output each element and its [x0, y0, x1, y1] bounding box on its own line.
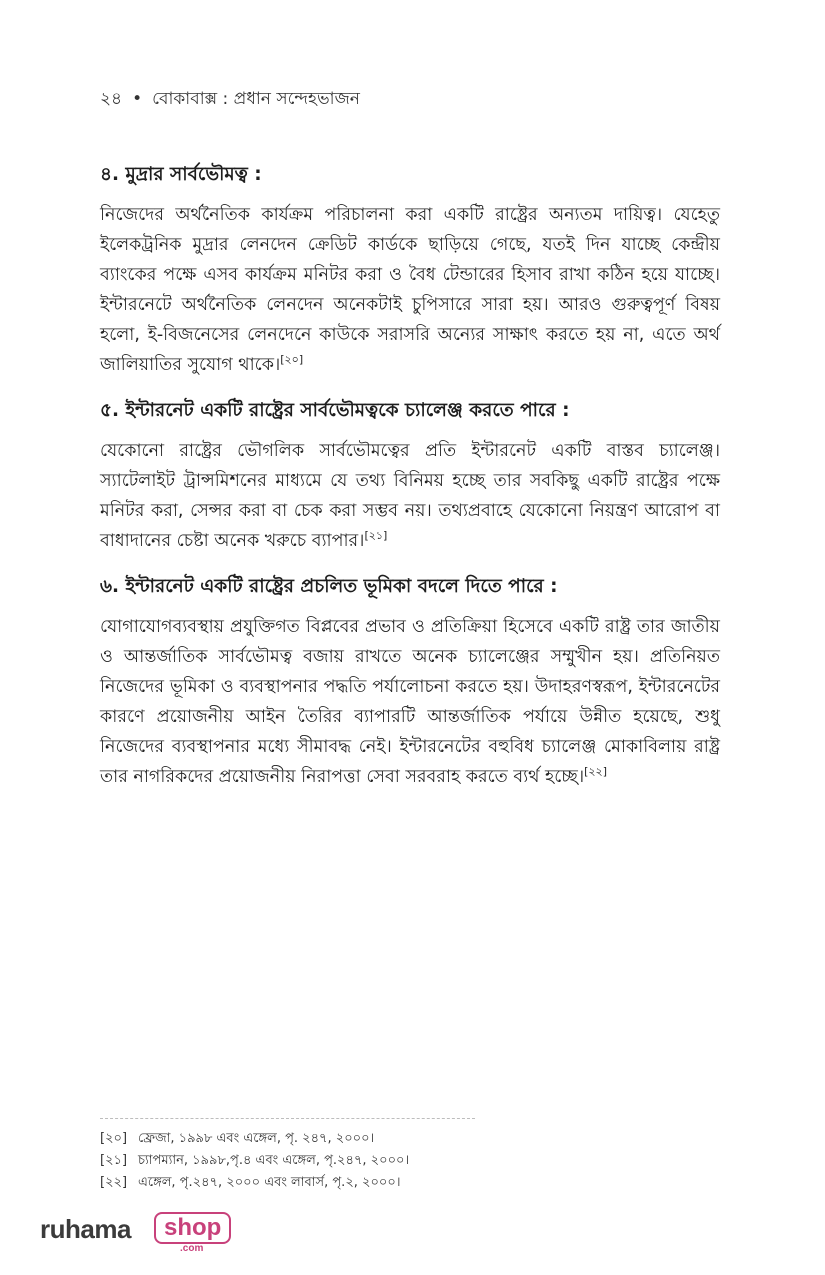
footnote-text: চ্যাপম্যান, ১৯৯৮,পৃ.৪ এবং এঙ্গেল, পৃ.২৪৭, ২০০০।: [138, 1153, 410, 1168]
footnote-item: [100, 1172, 700, 1194]
section-heading: ৪. মুদ্রার সার্বভৌমত্ব :: [100, 164, 262, 185]
footnote-number: [২১]: [100, 1153, 128, 1168]
paragraph-text: যেকোনো রাষ্ট্রের ভৌগলিক সার্বভৌমত্বের প্রতি ইন্টারনেট একটি বাস্তব চ্যালেঞ্জ। স্যাটেলাইট ট্রান্সমিশনের মাধ্যমে যে তথ্য বিনিময় হচ্ছে তার সবকিছু একটি রাষ্ট্রের পক্ষে মনিটর করা, সেন্সর করা বা চেক করা সম্ভব নয়। তথ্যপ্রবাহে যেকোনো নিয়ন্ত্রণ আরোপ বা বাধাদানের চেষ্টা অনেক খরুচে ব্যাপার।: [100, 441, 720, 551]
footnote-text: ফ্রেজা, ১৯৯৮ এবং এঙ্গেল, পৃ. ২৪৭, ২০০০।: [138, 1131, 375, 1146]
section-paragraph: [100, 436, 720, 556]
book-title: বোকাবাক্স : প্রধান সন্দেহভাজন: [152, 89, 360, 109]
logo-brand: ruhama: [40, 1214, 131, 1244]
running-header: [100, 86, 360, 114]
paragraph-text: যোগাযোগব্যবস্থায় প্রযুক্তিগত বিপ্লবের প্রভাব ও প্রতিক্রিয়া হিসেবে একটি রাষ্ট্র তার জাতীয় ও আন্তর্জাতিক সার্বভৌমত্ব বজায় রাখতে অনেক চ্যালেঞ্জের সম্মুখীন হয়। প্রতিনিয়ত নিজেদের ভূমিকা ও ব্যবস্থাপনার পদ্ধতি পর্যালোচনা করতে হয়। উদাহরণস্বরূপ, ইন্টারনেটের কারণে প্রয়োজনীয় আইন তৈরির ব্যাপারটি আন্তর্জাতিক পর্যায়ে উন্নীত হয়েছে, শুধু নিজেদের ব্যবস্থাপনার মধ্যে সীমাবদ্ধ নেই। ইন্টারনেটের বহুবিধ চ্যালেঞ্জ মোকাবিলায় রাষ্ট্র তার নাগরিকদের প্রয়োজনীয় নিরাপত্তা সেবা সরবরাহ করতে ব্যর্থ হচ্ছে।: [100, 617, 720, 787]
section-heading: ৫. ইন্টারনেট একটি রাষ্ট্রের সার্বভৌমত্বকে চ্যালেঞ্জ করতে পারে :: [100, 400, 570, 421]
section-paragraph: [100, 200, 720, 380]
section-paragraph: [100, 612, 720, 792]
section-currency-sovereignty: [100, 162, 720, 380]
logo-domain: .com: [180, 1243, 204, 1254]
ruhamashop-logo: [40, 1212, 240, 1252]
footnote-divider: [100, 1118, 475, 1119]
footnote-text: এঙ্গেল, পৃ.২৪৭, ২০০০ এবং লাবার্স, পৃ.২, ২০০০।: [138, 1175, 401, 1190]
section-internet-challenges-sovereignty: [100, 398, 720, 556]
citation-ref[interactable]: [২০]: [280, 353, 304, 367]
main-content: [100, 162, 720, 810]
section-heading: ৬. ইন্টারনেট একটি রাষ্ট্রের প্রচলিত ভূমিকা বদলে দিতে পারে :: [100, 576, 558, 597]
footnotes: [100, 1128, 700, 1194]
citation-ref[interactable]: [২২]: [584, 765, 607, 779]
section-internet-changes-state-role: [100, 574, 720, 792]
citation-ref[interactable]: [২১]: [364, 529, 388, 543]
footnote-item: [100, 1150, 700, 1172]
page-number: ২৪: [100, 89, 123, 109]
footnote-item: [100, 1128, 700, 1150]
logo-brand-box: shop: [154, 1212, 231, 1244]
footnote-number: [২২]: [100, 1175, 128, 1190]
paragraph-text: নিজেদের অর্থনৈতিক কার্যক্রম পরিচালনা করা একটি রাষ্ট্রের অন্যতম দায়িত্ব। যেহেতু ইলেকট্রনিক মুদ্রার লেনদেন ক্রেডিট কার্ডকে ছাড়িয়ে গেছে, যতই দিন যাচ্ছে কেন্দ্রীয় ব্যাংকের পক্ষে এসব কার্যক্রম মনিটর করা ও বৈধ টেন্ডারের হিসাব রাখা কঠিন হয়ে যাচ্ছে। ইন্টারনেটে অর্থনৈতিক লেনদেন অনেকটাই চুপিসারে সারা হয়। আরও গুরুত্বপূর্ণ বিষয় হলো, ই-বিজনেসের লেনদেনে কাউকে সরাসরি অন্যের সাক্ষাৎ করতে হয় না, এতে অর্থ জালিয়াতির সুযোগ থাকে।: [100, 205, 720, 375]
footnote-number: [২০]: [100, 1131, 128, 1146]
header-separator: •: [132, 89, 143, 109]
